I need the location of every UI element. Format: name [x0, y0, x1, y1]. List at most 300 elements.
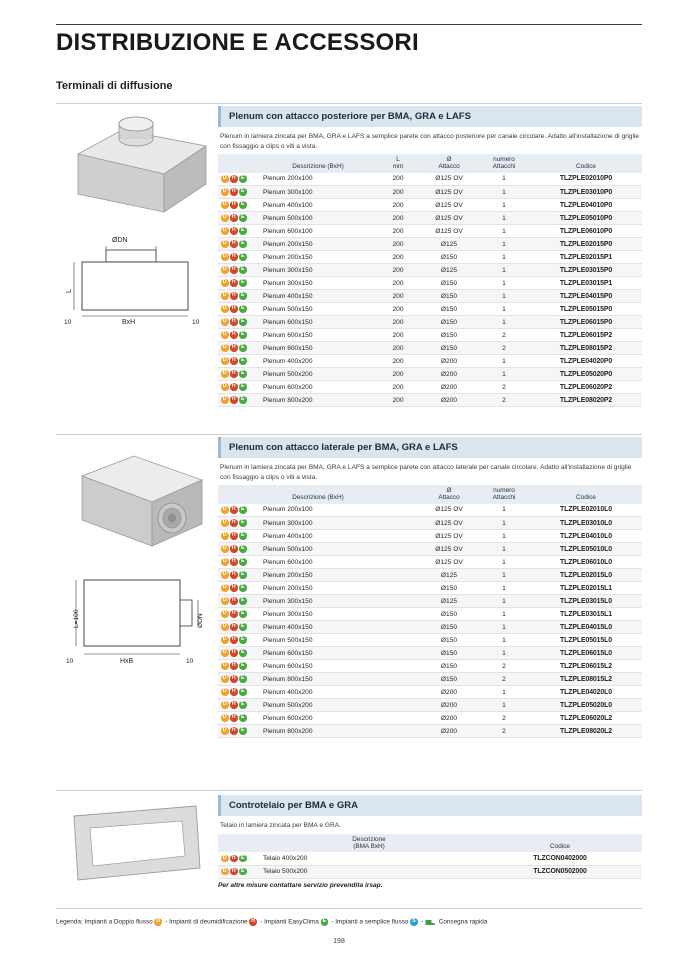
row-count: 1: [478, 173, 530, 186]
row-description: Plenum 600x200: [260, 381, 376, 394]
row-length: [376, 582, 420, 595]
deumidificazione-icon: H: [231, 240, 236, 247]
deumidificazione-icon: H: [231, 584, 236, 591]
table-row: [218, 381, 642, 394]
row-length: 200: [376, 342, 420, 355]
easyclima-icon: E: [239, 188, 247, 196]
doppio-flusso-icon: D: [222, 318, 227, 325]
row-length: [376, 699, 420, 712]
row-length: [376, 543, 420, 556]
row-count: 1: [478, 569, 530, 582]
easyclima-icon: E: [239, 331, 247, 339]
row-description: Plenum 400x200: [260, 686, 376, 699]
easyclima-icon: E: [239, 597, 247, 605]
row-diameter: Ø125: [420, 569, 478, 582]
row-count: 1: [478, 186, 530, 199]
row-description: Plenum 800x200: [260, 725, 376, 738]
th-count-main: numero: [493, 487, 515, 495]
doppio-flusso-icon: D: [222, 357, 227, 364]
table-row: [218, 316, 642, 329]
row-diameter: Ø125 OV: [420, 199, 478, 212]
row-count: 1: [478, 316, 530, 329]
doppio-flusso-icon: D: [222, 610, 227, 617]
doppio-flusso-icon: D: [222, 292, 227, 299]
table-row: [218, 569, 642, 582]
doppio-flusso-icon: D: [222, 701, 227, 708]
row-description: Plenum 600x150: [260, 660, 376, 673]
th-description: [260, 834, 478, 853]
row-count: 2: [478, 673, 530, 686]
easyclima-icon: E: [239, 727, 247, 735]
row-diameter: Ø125: [420, 264, 478, 277]
th-badges: [218, 154, 260, 173]
easyclima-icon: E: [239, 636, 247, 644]
table-row: [218, 329, 642, 342]
th-length-unit: mm: [392, 163, 404, 171]
row-diameter: Ø150: [420, 608, 478, 621]
row-length: [376, 660, 420, 673]
easyclima-icon: E: [239, 662, 247, 670]
easyclima-icon: E: [239, 266, 247, 274]
row-length: 200: [376, 212, 420, 225]
row-diameter: Ø150: [420, 251, 478, 264]
row-code: TLZPLE04010L0: [530, 530, 642, 543]
th-spacer: [376, 485, 420, 504]
row-count: 1: [478, 634, 530, 647]
block-2-table: [218, 485, 642, 738]
row-code: TLZPLE02015L1: [530, 582, 642, 595]
easyclima-icon: E: [239, 357, 247, 365]
row-description: Plenum 200x150: [260, 238, 376, 251]
row-badges: [218, 381, 260, 394]
block-2-rows: [218, 504, 642, 738]
row-description: Telaio 500x200: [260, 865, 478, 878]
table-row: [218, 865, 642, 878]
easyclima-icon: E: [239, 855, 247, 863]
row-description: Plenum 200x100: [260, 504, 376, 517]
doppio-flusso-icon: D: [222, 714, 227, 721]
row-code: TLZPLE05020L0: [530, 699, 642, 712]
row-count: 1: [478, 556, 530, 569]
row-code: TLZPLE04020P0: [530, 355, 642, 368]
doppio-flusso-icon: D: [222, 727, 227, 734]
row-badges: [218, 186, 260, 199]
svg-text:HxB: HxB: [120, 658, 134, 665]
table-row: [218, 621, 642, 634]
easyclima-icon: E: [239, 649, 247, 657]
row-badges: [218, 556, 260, 569]
table-row: [218, 290, 642, 303]
row-badges: [218, 173, 260, 186]
deumidificazione-icon: H: [231, 266, 236, 273]
easyclima-icon: E: [239, 571, 247, 579]
row-diameter: Ø125 OV: [420, 186, 478, 199]
row-count: 1: [478, 368, 530, 381]
th-badges: [218, 485, 260, 504]
deumidificazione-icon: H: [231, 714, 236, 721]
row-badges: [218, 316, 260, 329]
plenum-side-drawing: [60, 566, 210, 676]
row-description: Plenum 300x100: [260, 186, 376, 199]
svg-text:10: 10: [186, 658, 194, 665]
deumidificazione-icon: H: [231, 519, 236, 526]
row-count: 1: [478, 517, 530, 530]
row-diameter: Ø200: [420, 355, 478, 368]
row-badges: [218, 303, 260, 316]
row-length: 200: [376, 303, 420, 316]
row-length: 200: [376, 199, 420, 212]
easyclima-icon: E: [239, 688, 247, 696]
row-code: TLZPLE02010P0: [530, 173, 642, 186]
deumidificazione-icon: H: [231, 292, 236, 299]
row-badges: [218, 277, 260, 290]
table-row: [218, 342, 642, 355]
doppio-flusso-icon: D: [156, 918, 161, 924]
row-description: Plenum 200x100: [260, 173, 376, 186]
row-count: 1: [478, 277, 530, 290]
easyclima-icon: E: [239, 383, 247, 391]
table-row: [218, 504, 642, 517]
row-length: [376, 556, 420, 569]
block-controtelaio: [218, 795, 642, 889]
row-description: Plenum 800x150: [260, 342, 376, 355]
row-diameter: Ø200: [420, 394, 478, 407]
easyclima-icon: E: [239, 240, 247, 248]
doppio-flusso-icon: D: [222, 584, 227, 591]
block-1-table: [218, 154, 642, 407]
table-header-row: [218, 485, 642, 504]
deumidificazione-icon: H: [231, 396, 236, 403]
row-code: TLZCON0502000: [478, 865, 642, 878]
row-description: Plenum 600x150: [260, 329, 376, 342]
row-diameter: Ø150: [420, 582, 478, 595]
row-code: TLZPLE06015L0: [530, 647, 642, 660]
row-badges: [218, 712, 260, 725]
doppio-flusso-icon: D: [222, 227, 227, 234]
row-badges: [218, 686, 260, 699]
row-diameter: Ø125 OV: [420, 212, 478, 225]
table-row: [218, 394, 642, 407]
row-badges: [218, 517, 260, 530]
doppio-flusso-icon: D: [222, 854, 227, 861]
row-code: TLZPLE05020P0: [530, 368, 642, 381]
row-badges: [218, 647, 260, 660]
row-count: 2: [478, 394, 530, 407]
row-code: TLZPLE06015P2: [530, 329, 642, 342]
row-description: Plenum 800x150: [260, 673, 376, 686]
plenum-side-photo: [60, 440, 210, 560]
row-code: TLZPLE02015L0: [530, 569, 642, 582]
table-row: [218, 173, 642, 186]
row-length: 200: [376, 225, 420, 238]
svg-text:10: 10: [64, 319, 72, 326]
th-description: Descrizione (BxH): [260, 154, 376, 173]
doppio-flusso-icon: D: [222, 370, 227, 377]
th-diameter-main: Ø: [446, 487, 452, 495]
row-diameter: Ø150: [420, 342, 478, 355]
doppio-flusso-icon: D: [222, 383, 227, 390]
row-code: TLZPLE04020L0: [530, 686, 642, 699]
block-3-note: Per altre misure contattare servizio prevendita irsap.: [218, 881, 383, 889]
easyclima-icon: E: [239, 292, 247, 300]
deumidificazione-icon: H: [231, 571, 236, 578]
deumidificazione-icon: H: [231, 331, 236, 338]
row-length: [376, 569, 420, 582]
row-badges: [218, 368, 260, 381]
row-code: TLZPLE08020L2: [530, 725, 642, 738]
doppio-flusso-icon: D: [222, 571, 227, 578]
easyclima-icon: E: [239, 396, 247, 404]
th-length: [376, 154, 420, 173]
row-badges: [218, 660, 260, 673]
row-badges: [218, 394, 260, 407]
row-badges: [218, 504, 260, 517]
block-2-divider: [56, 434, 642, 435]
svg-text:ØDN: ØDN: [112, 237, 128, 244]
row-badges: [218, 569, 260, 582]
block-1-intro: Plenum in lamiera zincata per BMA, GRA e LAFS a semplice parete con attacco posteriore per canale circolare. Adatto all'installazione di griglie con fissaggio a clips o viti a vista.: [220, 133, 640, 150]
doppio-flusso-icon: D: [222, 266, 227, 273]
row-description: Plenum 500x150: [260, 303, 376, 316]
row-code: TLZPLE04010P0: [530, 199, 642, 212]
row-count: 1: [478, 595, 530, 608]
th-diameter: [420, 154, 478, 173]
th-code: Codice: [478, 834, 642, 853]
doppio-flusso-icon: D: [222, 344, 227, 351]
row-badges: [218, 355, 260, 368]
deumidificazione-icon: H: [231, 214, 236, 221]
svg-text:BxH: BxH: [122, 319, 136, 326]
table-row: [218, 647, 642, 660]
row-code: TLZPLE02015P1: [530, 251, 642, 264]
row-length: 200: [376, 173, 420, 186]
table-row: [218, 712, 642, 725]
row-code: TLZPLE03010P0: [530, 186, 642, 199]
row-count: 1: [478, 647, 530, 660]
row-length: 200: [376, 394, 420, 407]
row-diameter: Ø125: [420, 238, 478, 251]
row-code: TLZPLE03015L0: [530, 595, 642, 608]
easyclima-icon: E: [239, 279, 247, 287]
deumidificazione-icon: H: [231, 201, 236, 208]
block-3-table: [218, 834, 642, 879]
table-row: [218, 199, 642, 212]
row-diameter: Ø200: [420, 368, 478, 381]
row-badges: [218, 225, 260, 238]
row-code: TLZPLE04015P0: [530, 290, 642, 303]
row-diameter: Ø200: [420, 686, 478, 699]
doppio-flusso-icon: D: [222, 597, 227, 604]
easyclima-icon: E: [239, 227, 247, 235]
row-description: Plenum 500x100: [260, 212, 376, 225]
deumidificazione-icon: H: [231, 383, 236, 390]
row-count: 1: [478, 290, 530, 303]
easyclima-icon: E: [239, 701, 247, 709]
row-code: TLZPLE06015P0: [530, 316, 642, 329]
deumidificazione-icon: H: [231, 610, 236, 617]
row-count: 1: [478, 686, 530, 699]
easyclima-icon: E: [321, 918, 329, 926]
deumidificazione-icon: H: [231, 357, 236, 364]
legend-divider: [56, 908, 642, 909]
block-1-divider: [56, 103, 642, 104]
table-row: [218, 543, 642, 556]
svg-text:10: 10: [192, 319, 200, 326]
row-length: [376, 608, 420, 621]
row-code: TLZPLE05015L0: [530, 634, 642, 647]
block-2-band-title: Plenum con attacco laterale per BMA, GRA e LAFS: [218, 437, 642, 458]
row-badges: [218, 238, 260, 251]
row-code: TLZPLE02015P0: [530, 238, 642, 251]
table-row: [218, 225, 642, 238]
row-description: Plenum 800x200: [260, 394, 376, 407]
row-badges: [218, 329, 260, 342]
row-diameter: Ø150: [420, 673, 478, 686]
row-badges: [218, 621, 260, 634]
row-diameter: Ø150: [420, 621, 478, 634]
easyclima-icon: E: [239, 558, 247, 566]
doppio-flusso-icon: D: [222, 201, 227, 208]
th-diameter-main: Ø: [446, 156, 452, 164]
deumidificazione-icon: H: [231, 558, 236, 565]
legend-part-3: - Impianti a semplice flusso: [331, 918, 409, 926]
table-row: [218, 212, 642, 225]
th-description-sub: (BMA BxH): [353, 842, 385, 850]
table-row: [218, 277, 642, 290]
deumidificazione-icon: H: [231, 227, 236, 234]
row-diameter: Ø150: [420, 290, 478, 303]
block-1-rows: [218, 173, 642, 407]
row-count: 1: [478, 225, 530, 238]
deumidificazione-icon: H: [231, 597, 236, 604]
row-code: TLZCON0402000: [478, 852, 642, 865]
row-length: 200: [376, 238, 420, 251]
th-diameter-unit: Attacco: [438, 494, 460, 502]
title-divider: [56, 24, 642, 25]
row-count: 1: [478, 621, 530, 634]
table-row: [218, 608, 642, 621]
row-count: 2: [478, 381, 530, 394]
th-code: Codice: [530, 485, 642, 504]
row-count: 2: [478, 712, 530, 725]
doppio-flusso-icon: D: [222, 331, 227, 338]
row-code: TLZPLE06020L2: [530, 712, 642, 725]
row-code: TLZPLE03015P0: [530, 264, 642, 277]
row-description: Plenum 400x150: [260, 290, 376, 303]
deumidificazione-icon: H: [231, 532, 236, 539]
th-description: Descrizione (BxH): [260, 485, 376, 504]
row-length: [376, 634, 420, 647]
row-badges: [218, 699, 260, 712]
svg-text:10: 10: [66, 658, 74, 665]
controtelaio-photo: [60, 798, 210, 886]
table-row: [218, 355, 642, 368]
legend-part-4: -: [421, 918, 424, 926]
row-badges: [218, 530, 260, 543]
row-count: 1: [478, 608, 530, 621]
row-badges: [218, 582, 260, 595]
deumidificazione-icon: H: [231, 636, 236, 643]
row-code: TLZPLE04015L0: [530, 621, 642, 634]
easyclima-icon: E: [239, 370, 247, 378]
page-title: DISTRIBUZIONE E ACCESSORI: [56, 29, 419, 56]
table-row: [218, 368, 642, 381]
doppio-flusso-icon: D: [222, 623, 227, 630]
row-count: 2: [478, 725, 530, 738]
row-count: 1: [478, 530, 530, 543]
th-count-unit: Attacchi: [492, 494, 516, 502]
row-badges: [218, 264, 260, 277]
row-length: [376, 504, 420, 517]
row-diameter: Ø200: [420, 381, 478, 394]
doppio-flusso-icon: D: [222, 867, 227, 874]
th-count: [478, 485, 530, 504]
row-description: Plenum 400x100: [260, 199, 376, 212]
row-length: [376, 673, 420, 686]
row-length: 200: [376, 316, 420, 329]
truck-icon: [425, 919, 437, 925]
table-row: [218, 852, 642, 865]
deumidificazione-icon: H: [231, 649, 236, 656]
row-badges: [218, 725, 260, 738]
row-description: Plenum 600x100: [260, 225, 376, 238]
deumidificazione-icon: H: [231, 662, 236, 669]
svg-text:ØDN: ØDN: [197, 613, 204, 628]
row-description: Plenum 300x150: [260, 608, 376, 621]
row-badges: [218, 342, 260, 355]
row-description: Telaio 400x200: [260, 852, 478, 865]
semplice-flusso-icon: S: [410, 918, 418, 926]
doppio-flusso-icon: D: [222, 636, 227, 643]
row-badges: [218, 634, 260, 647]
doppio-flusso-icon: D: [222, 532, 227, 539]
row-diameter: Ø200: [420, 725, 478, 738]
row-diameter: Ø200: [420, 699, 478, 712]
row-description: Plenum 200x150: [260, 569, 376, 582]
easyclima-icon: E: [239, 545, 247, 553]
deumidificazione-icon: H: [231, 688, 236, 695]
row-diameter: Ø125 OV: [420, 517, 478, 530]
row-code: TLZPLE08020P2: [530, 394, 642, 407]
row-code: TLZPLE03015L1: [530, 608, 642, 621]
deumidificazione-icon: H: [231, 701, 236, 708]
row-length: 200: [376, 381, 420, 394]
table-row: [218, 582, 642, 595]
row-count: 1: [478, 303, 530, 316]
table-row: [218, 517, 642, 530]
easyclima-icon: E: [239, 532, 247, 540]
legend-part-2: - Impianti EasyClima: [260, 918, 319, 926]
row-count: 1: [478, 543, 530, 556]
deumidificazione-icon: H: [231, 675, 236, 682]
plenum-rear-drawing: [60, 232, 210, 332]
row-length: [376, 725, 420, 738]
th-diameter: [420, 485, 478, 504]
th-count-main: numero: [493, 156, 515, 164]
row-length: 200: [376, 329, 420, 342]
row-code: TLZPLE05010P0: [530, 212, 642, 225]
row-code: TLZPLE06015L2: [530, 660, 642, 673]
table-row: [218, 556, 642, 569]
row-description: Plenum 500x200: [260, 368, 376, 381]
row-description: Plenum 500x200: [260, 699, 376, 712]
doppio-flusso-icon: D: [222, 558, 227, 565]
row-code: TLZPLE05015P0: [530, 303, 642, 316]
page-number: 198: [333, 938, 345, 945]
row-length: 200: [376, 355, 420, 368]
deumidificazione-icon: H: [231, 175, 236, 182]
row-badges: [218, 595, 260, 608]
